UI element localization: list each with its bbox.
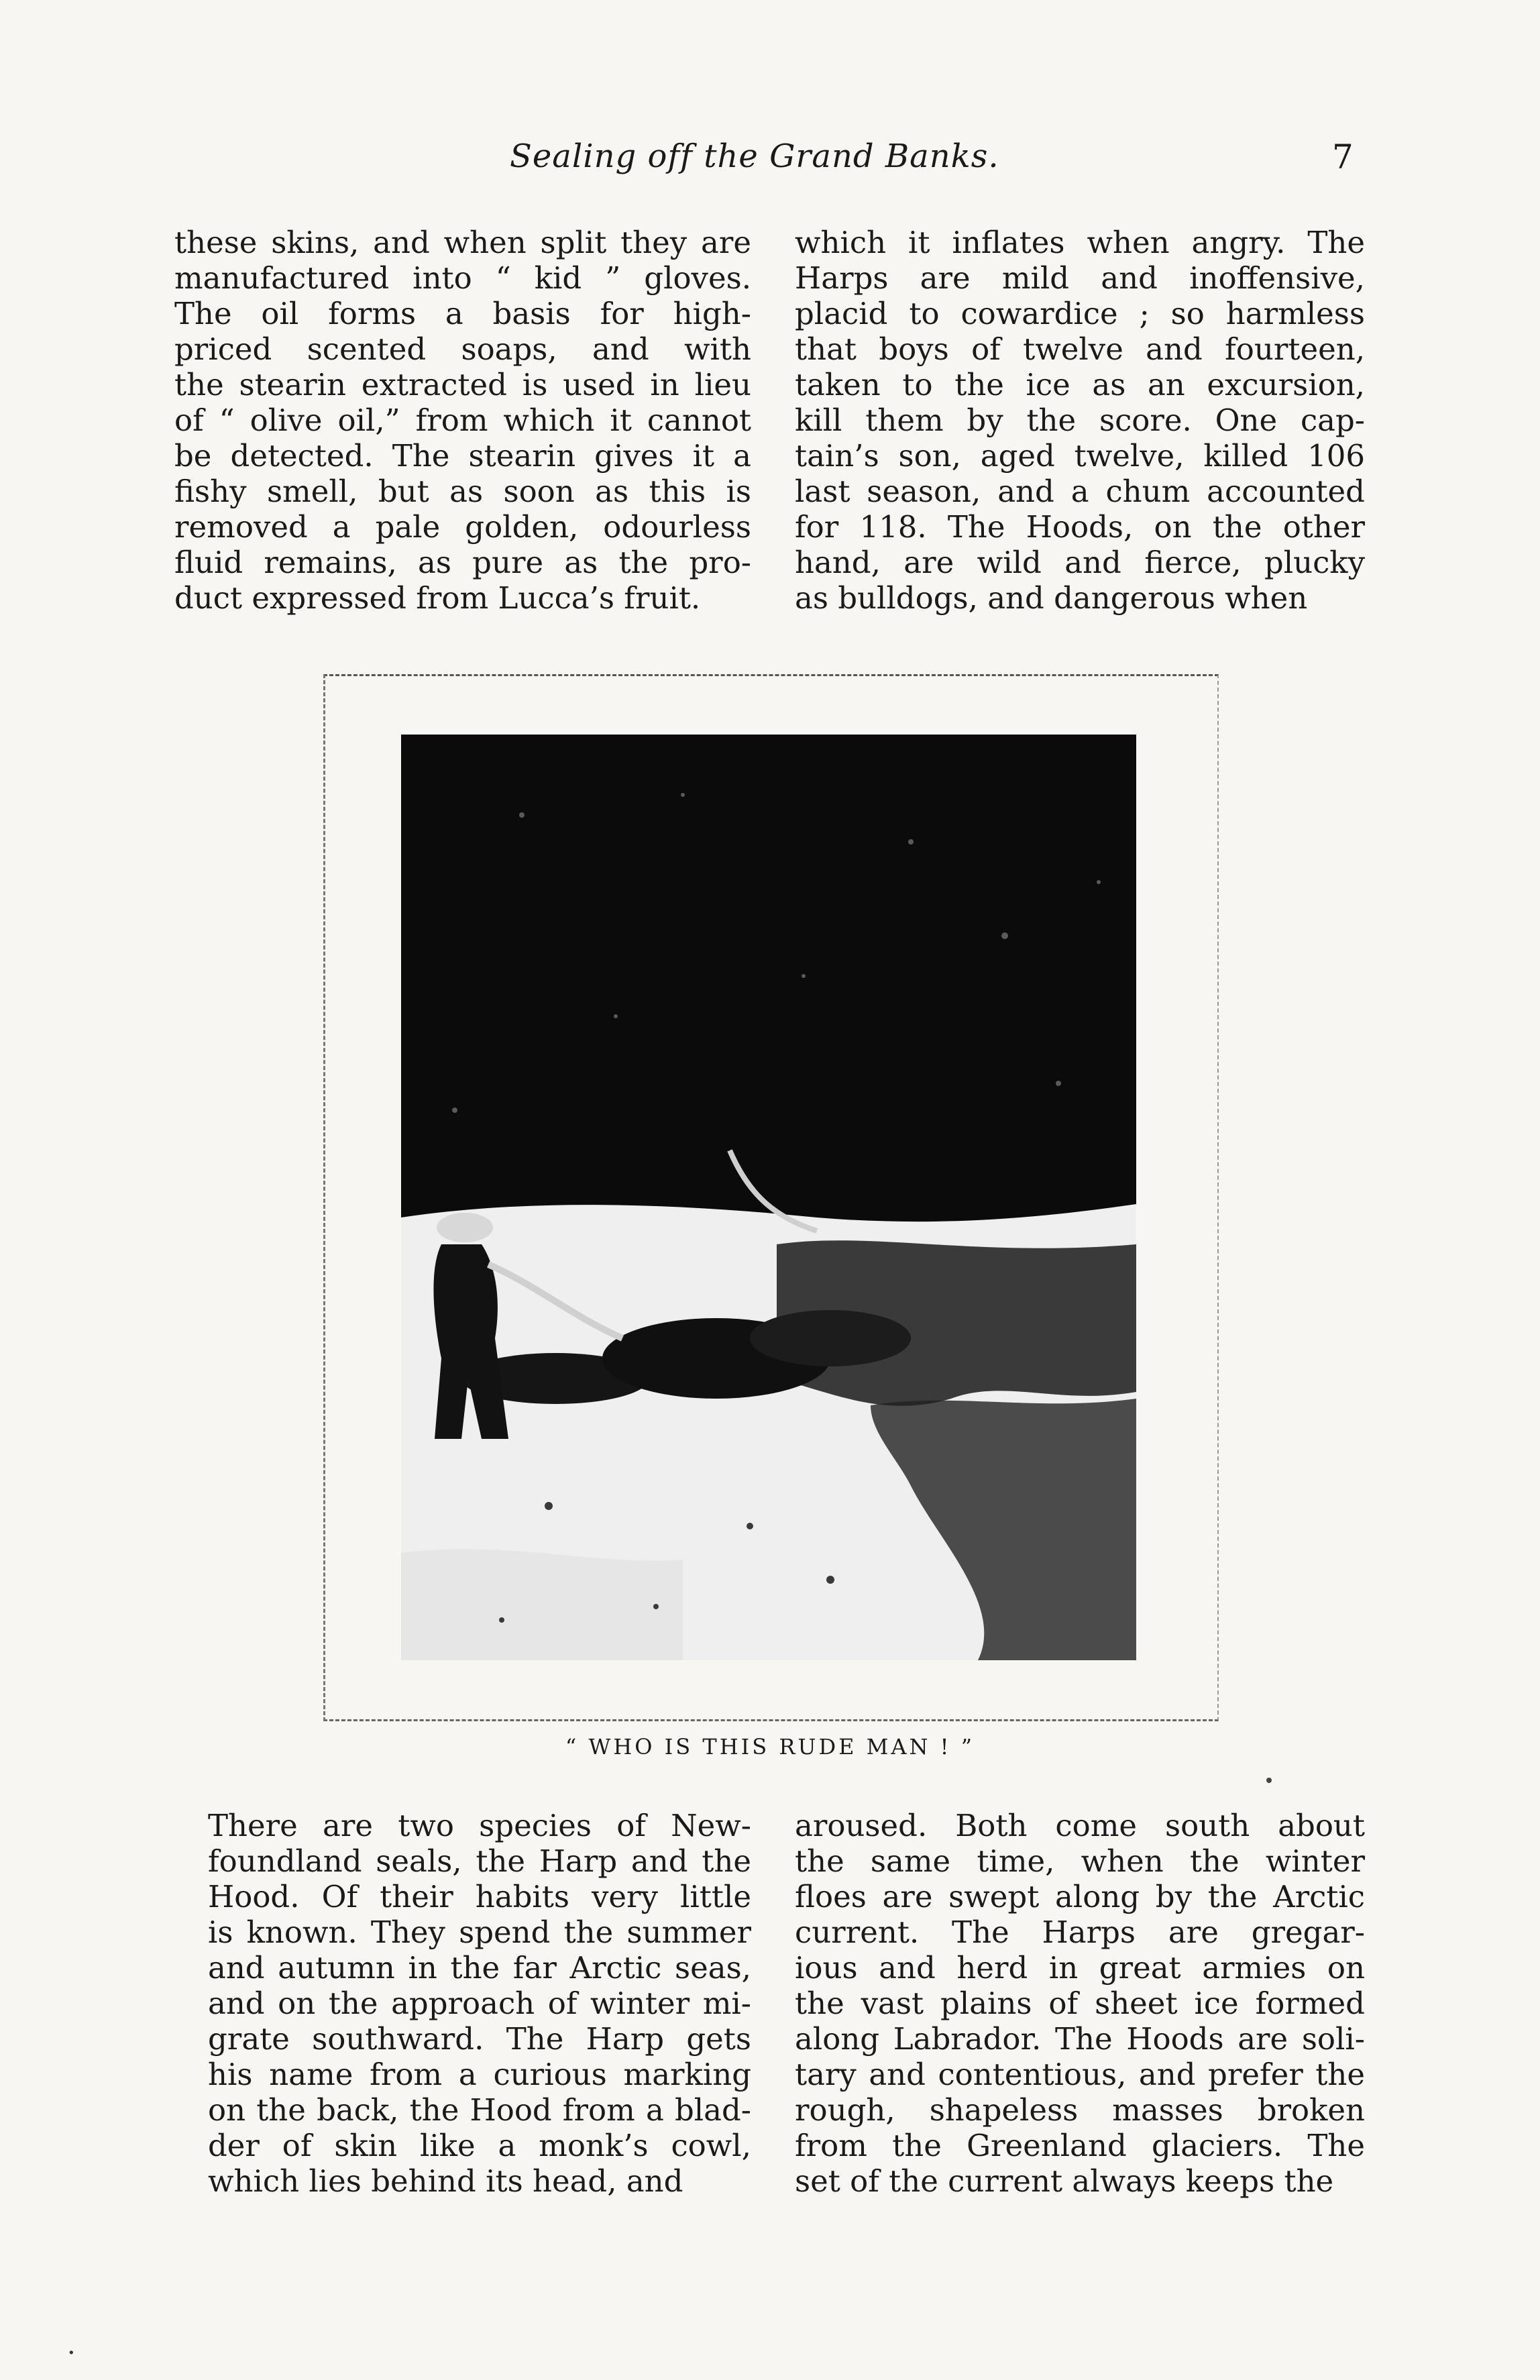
text-line: priced scented soaps, and with: [174, 331, 751, 367]
text-line: aroused. Both come south about: [795, 1808, 1365, 1843]
text-line: of “ olive oil,” from which it cannot: [174, 402, 751, 438]
text-line: There are two species of New-: [208, 1808, 751, 1843]
text-line: the stearin extracted is used in lieu: [174, 367, 751, 402]
text-line: and on the approach of winter mi-: [208, 1986, 751, 2021]
text-line: fluid remains, as pure as the pro-: [174, 545, 751, 580]
text-line: kill them by the score. One cap-: [795, 402, 1365, 438]
text-line: and autumn in the far Arctic seas,: [208, 1950, 751, 1986]
text-line: taken to the ice as an excursion,: [795, 367, 1365, 402]
column-top-left: [174, 225, 751, 616]
text-line: on the back, the Hood from a blad-: [208, 2092, 751, 2128]
text-line: placid to cowardice ; so harmless: [795, 296, 1365, 331]
column-top-right: [795, 225, 1365, 616]
text-line: duct expressed from Lucca’s fruit.: [174, 580, 701, 616]
text-line: which it inflates when angry. The: [795, 225, 1365, 260]
text-line: these skins, and when split they are: [174, 225, 751, 260]
text-line: hand, are wild and fierce, plucky: [795, 545, 1365, 580]
text-line: fishy smell, but as soon as this is: [174, 474, 751, 509]
page-number: 7: [1332, 138, 1354, 176]
text-line: The oil forms a basis for high-: [174, 296, 751, 331]
text-line: that boys of twelve and fourteen,: [795, 331, 1365, 367]
text-line: the vast plains of sheet ice formed: [795, 1986, 1365, 2021]
text-line: the same time, when the winter: [795, 1843, 1365, 1879]
stray-mark: ·: [67, 2338, 76, 2369]
text-line: for 118. The Hoods, on the other: [795, 509, 1365, 545]
illustration-caption: “ WHO IS THIS RUDE MAN ! ”: [565, 1734, 975, 1760]
text-line: along Labrador. The Hoods are soli-: [795, 2021, 1365, 2057]
text-line: current. The Harps are gregar-: [795, 1914, 1365, 1950]
text-line: is known. They spend the summer: [208, 1914, 751, 1950]
stray-mark: [1266, 1778, 1272, 1783]
text-line: be detected. The stearin gives it a: [174, 438, 751, 474]
text-line: ious and herd in great armies on: [795, 1950, 1365, 1986]
text-line: der of skin like a monk’s cowl,: [208, 2128, 751, 2163]
text-line: last season, and a chum accounted: [795, 474, 1365, 509]
text-line: Hood. Of their habits very little: [208, 1879, 751, 1914]
text-line: from the Greenland glaciers. The: [795, 2128, 1365, 2163]
text-line: as bulldogs, and dangerous when: [795, 580, 1308, 616]
text-line: which lies behind its head, and: [208, 2163, 683, 2199]
column-bottom-left: [208, 1808, 751, 2199]
text-line: grate southward. The Harp gets: [208, 2021, 751, 2057]
running-title: Sealing off the Grand Banks.: [510, 138, 999, 175]
page-header: [0, 138, 1540, 191]
text-line: removed a pale golden, odourless: [174, 509, 751, 545]
seal-hunting-photograph: [401, 735, 1136, 1660]
text-line: tary and contentious, and prefer the: [795, 2057, 1365, 2092]
text-line: floes are swept along by the Arctic: [795, 1879, 1365, 1914]
text-line: tain’s son, aged twelve, killed 106: [795, 438, 1365, 474]
text-line: rough, shapeless masses broken: [795, 2092, 1365, 2128]
text-line: Harps are mild and inoffensive,: [795, 260, 1365, 296]
text-line: foundland seals, the Harp and the: [208, 1843, 751, 1879]
text-line: set of the current always keeps the: [795, 2163, 1334, 2199]
text-line: manufactured into “ kid ” gloves.: [174, 260, 751, 296]
text-line: his name from a curious marking: [208, 2057, 751, 2092]
column-bottom-right: [795, 1808, 1365, 2199]
photograph-image: [401, 735, 1136, 1660]
